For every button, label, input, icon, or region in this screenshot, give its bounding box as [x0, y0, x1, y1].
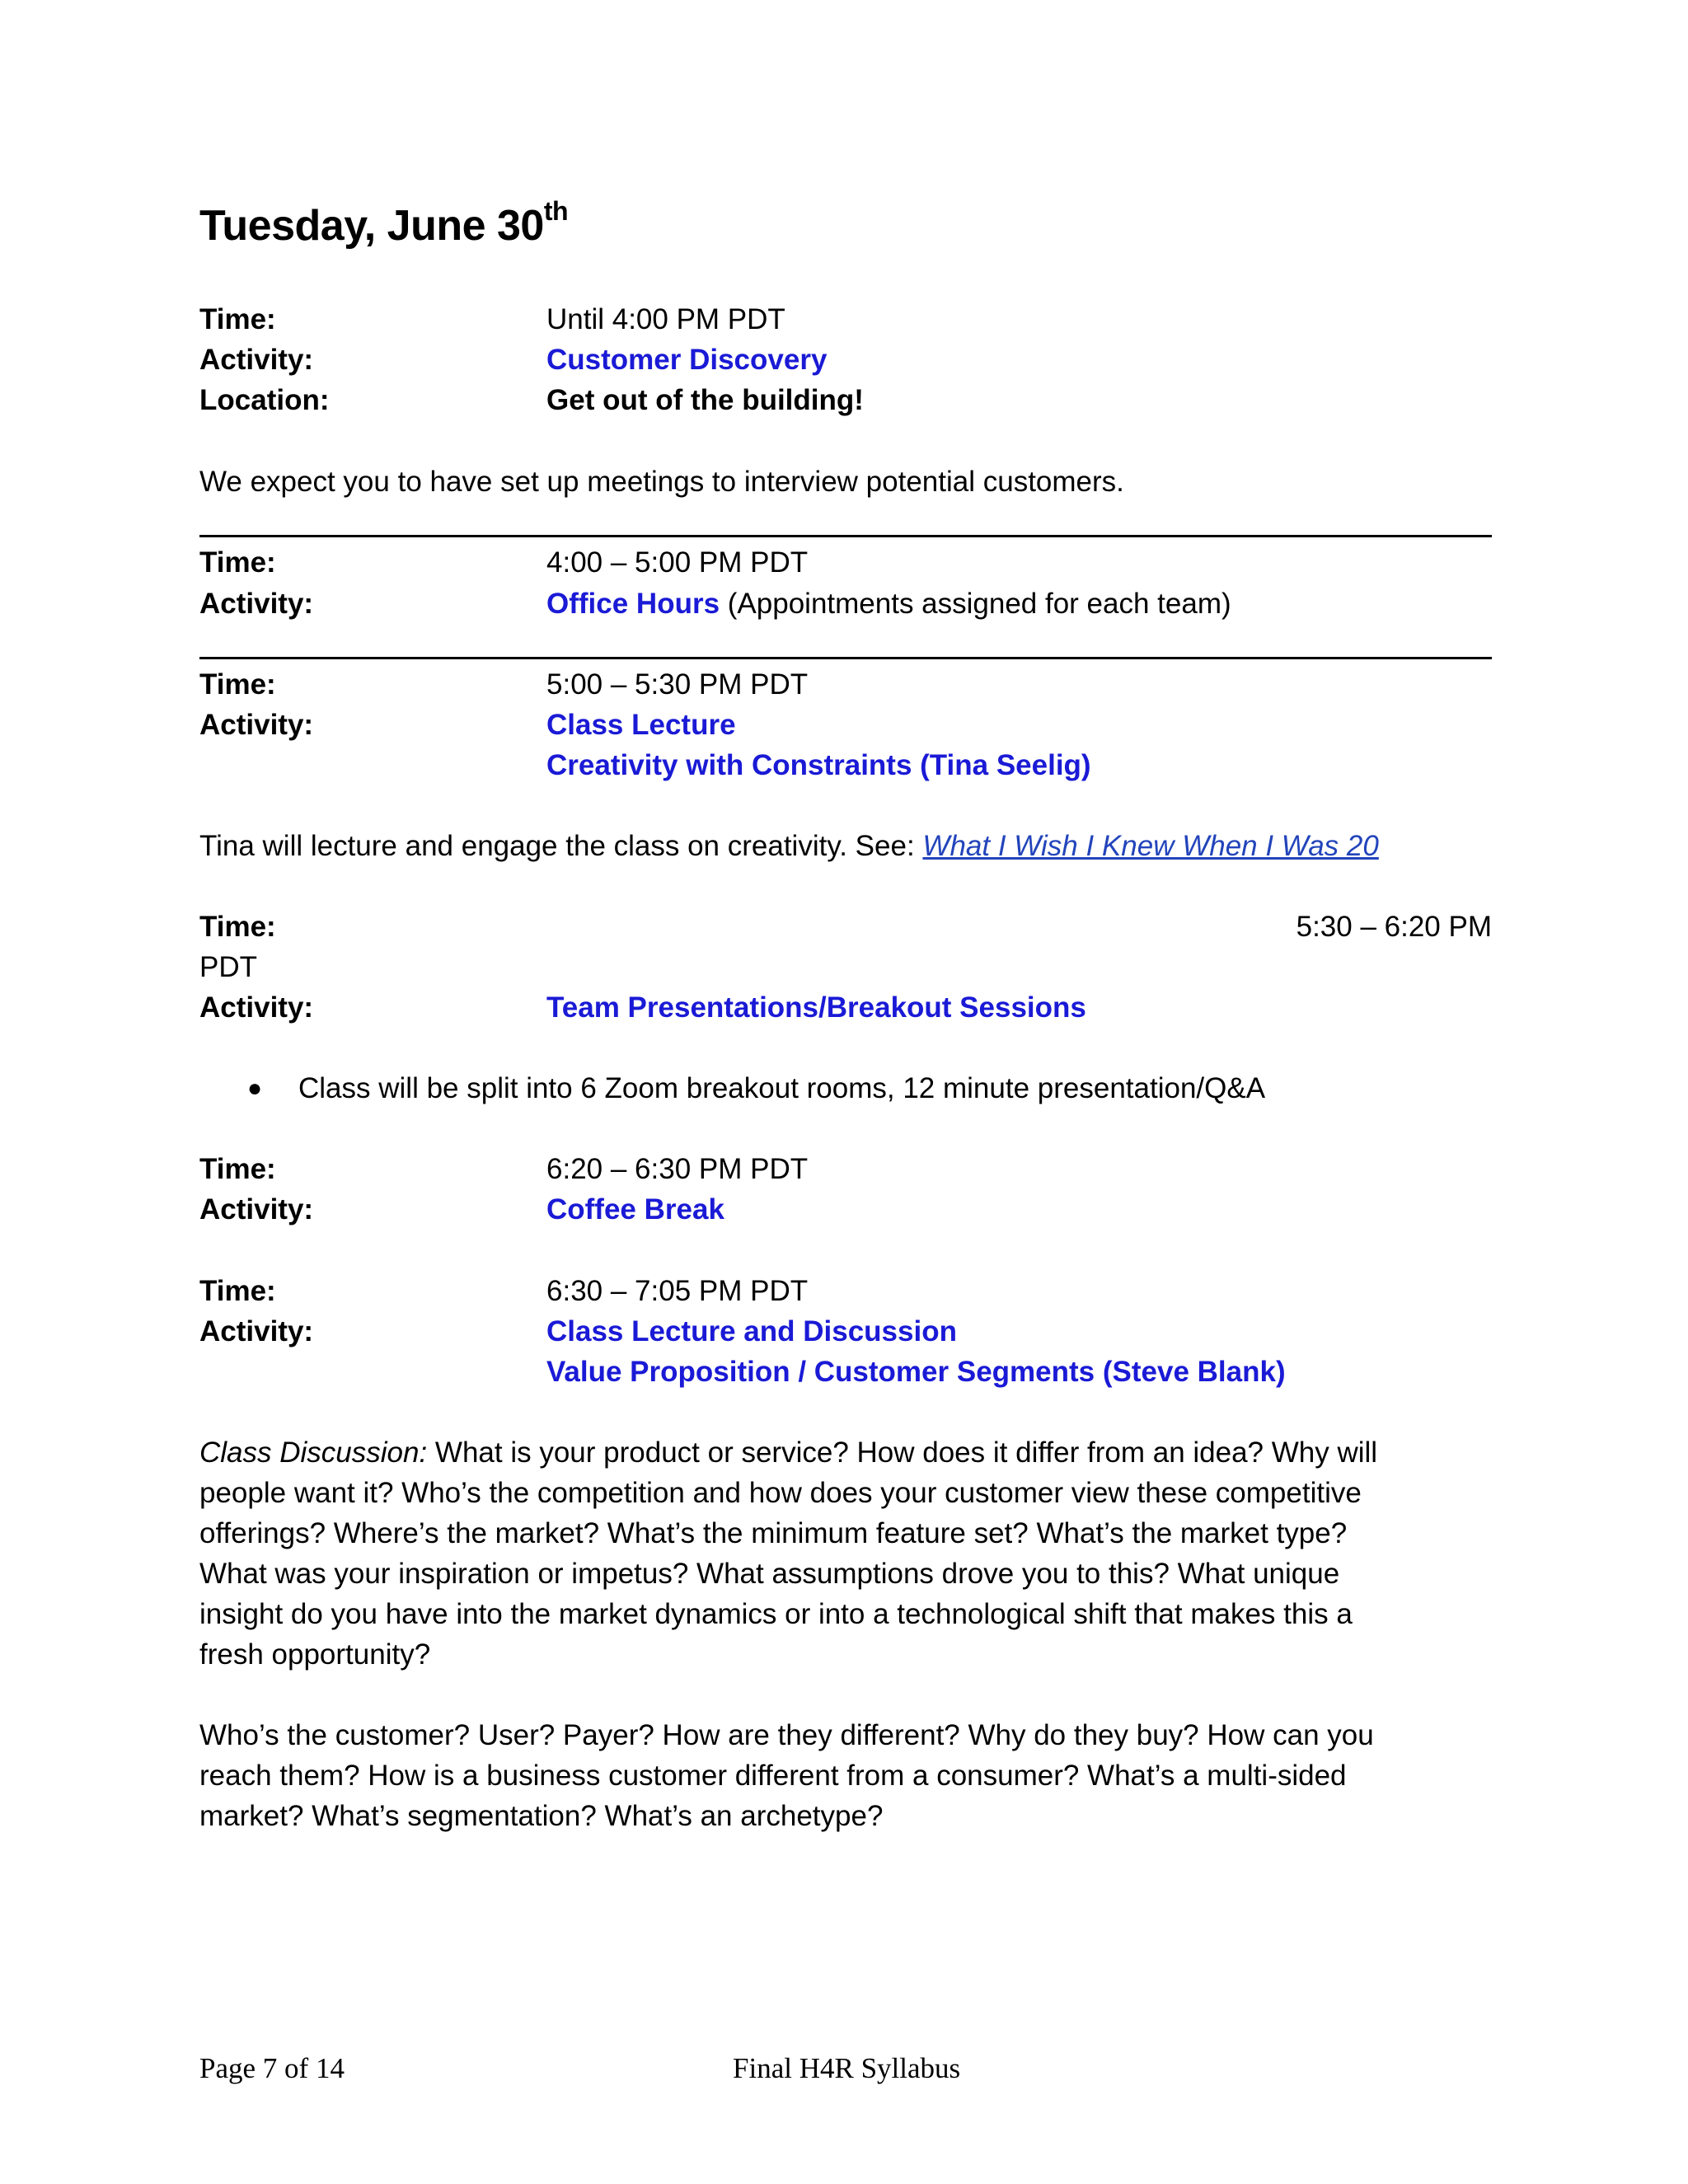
activity-subtitle: Creativity with Constraints (Tina Seelig): [546, 749, 1091, 781]
time-value-wrap: PDT: [199, 951, 257, 983]
section-divider: [199, 657, 1492, 659]
bullet-text: Class will be split into 6 Zoom breakout rooms, 12 minute presentation/Q&A: [298, 1072, 1266, 1104]
activity-subtitle: Value Proposition / Customer Segments (Steve Blank): [546, 1356, 1286, 1388]
time-value: 5:30 – 6:20 PM: [1296, 911, 1492, 943]
time-label: Time:: [199, 1153, 276, 1185]
discussion-line: fresh opportunity?: [199, 1638, 431, 1671]
section-divider: [199, 535, 1492, 537]
lecture-note: [199, 828, 1379, 865]
discussion-line: [199, 1435, 1377, 1471]
activity-note: (Appointments assigned for each team): [720, 588, 1231, 620]
activity-label: Activity:: [199, 991, 314, 1024]
customer-line: Who’s the customer? User? Payer? How are they different? Why do they buy? How can you: [199, 1719, 1374, 1751]
title-superscript: th: [543, 196, 569, 226]
discussion-line: insight do you have into the market dynamics or into a technological shift that makes this a: [199, 1598, 1353, 1630]
discussion-line: What was your inspiration or impetus? What assumptions drove you to this? What unique: [199, 1558, 1340, 1590]
activity-value: Class Lecture and Discussion: [546, 1315, 957, 1347]
activity-title: Office Hours: [546, 588, 720, 620]
discussion-text: What is your product or service? How does it differ from an idea? Why will: [427, 1436, 1378, 1469]
time-value: 5:00 – 5:30 PM PDT: [546, 668, 809, 701]
time-label: Time:: [199, 546, 276, 579]
activity-value: Team Presentations/Breakout Sessions: [546, 991, 1086, 1024]
time-label: Time:: [199, 911, 276, 943]
time-value: 6:20 – 6:30 PM PDT: [546, 1153, 809, 1185]
time-value: Until 4:00 PM PDT: [546, 303, 785, 335]
discussion-line: offerings? Where’s the market? What’s the minimum feature set? What’s the market type?: [199, 1517, 1348, 1549]
page-title: [199, 196, 569, 251]
activity-label: Activity:: [199, 1315, 314, 1347]
title-text: Tuesday, June 30: [199, 202, 544, 250]
customer-line: reach them? How is a business customer different from a consumer? What’s a multi-sided: [199, 1760, 1347, 1792]
location-label: Location:: [199, 384, 330, 416]
time-label: Time:: [199, 303, 276, 335]
time-value: 6:30 – 7:05 PM PDT: [546, 1275, 809, 1307]
customer-line: market? What’s segmentation? What’s an archetype?: [199, 1800, 884, 1832]
location-value: Get out of the building!: [546, 384, 864, 416]
time-label: Time:: [199, 668, 276, 701]
activity-label: Activity:: [199, 588, 314, 620]
activity-value: Class Lecture: [546, 709, 736, 741]
book-link[interactable]: What I Wish I Knew When I Was 20: [922, 830, 1379, 862]
discussion-lead: Class Discussion:: [199, 1436, 428, 1469]
page-number: Page 7 of 14: [199, 2052, 345, 2084]
activity-value: [546, 586, 1231, 622]
time-label: Time:: [199, 1275, 276, 1307]
bullet-marker: ●: [247, 1075, 263, 1102]
lecture-note-text: Tina will lecture and engage the class on creativity. See:: [199, 830, 923, 862]
activity-label: Activity:: [199, 1193, 314, 1226]
discussion-line: people want it? Who’s the competition and how does your customer view these competitive: [199, 1477, 1362, 1509]
time-value: 4:00 – 5:00 PM PDT: [546, 546, 809, 579]
activity-label: Activity:: [199, 709, 314, 741]
document-name: Final H4R Syllabus: [733, 2052, 961, 2084]
note-text: We expect you to have set up meetings to interview potential customers.: [199, 466, 1124, 498]
activity-label: Activity:: [199, 344, 314, 376]
activity-value: Coffee Break: [546, 1193, 724, 1226]
activity-value: Customer Discovery: [546, 344, 828, 376]
